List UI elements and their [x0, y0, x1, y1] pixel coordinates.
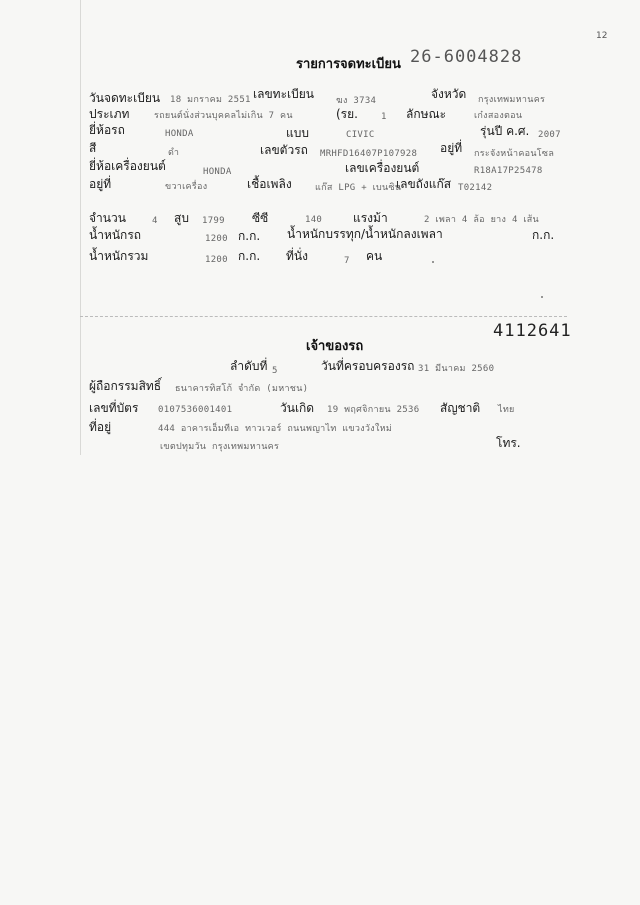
label-reg-no: เลขทะเบียน	[253, 87, 314, 101]
page-edge-line	[80, 0, 81, 455]
value-weight: 1200	[205, 234, 228, 244]
label-total-weight: น้ำหนักรวม	[89, 249, 149, 263]
label-reg-date: วันจดทะเบียน	[89, 91, 161, 105]
label-engine-no: เลขเครื่องยนต์	[345, 161, 420, 175]
value-reg-no: ฆง 3734	[336, 96, 377, 106]
label-owner: ผู้ถือกรรมสิทธิ์	[89, 379, 162, 393]
label-color: สี	[89, 141, 97, 155]
label-brand: ยี่ห้อรถ	[89, 123, 125, 137]
label-kg-3: ก.ก.	[238, 249, 261, 263]
label-gas-tank-no: เลขถังแก๊ส	[396, 177, 452, 191]
label-address: ที่อยู่	[89, 420, 112, 434]
scan-speck	[432, 261, 434, 263]
value-brand: HONDA	[165, 129, 194, 139]
value-chassis-no: MRHFD16407P107928	[320, 149, 418, 159]
value-owner: ธนาคารทิสโก้ จำกัด (มหาชน)	[175, 384, 309, 394]
value-address-line1: 444 อาคารเอ็มทีเอ ทาวเวอร์ ถนนพญาไท แขวงวังใหม่	[158, 424, 393, 434]
label-nationality: สัญชาติ	[440, 401, 481, 415]
value-engine-location: ขวาเครื่อง	[165, 182, 208, 192]
value-axles: 2 เพลา 4 ล้อ ยาง 4 เส้น	[424, 215, 540, 225]
value-birth-date: 19 พฤศจิกายน 2536	[327, 405, 420, 415]
label-location: อยู่ที่	[440, 141, 463, 155]
value-model-year: 2007	[538, 130, 561, 140]
label-load-weight: น้ำหนักบรรทุก/น้ำหนักลงเพลา	[287, 227, 443, 241]
value-address-line2: เขตปทุมวัน กรุงเทพมหานคร	[160, 442, 280, 452]
handwritten-number: 26-6004828	[410, 47, 523, 67]
value-type: รถยนต์นั่งส่วนบุคคลไม่เกิน 7 คน	[154, 111, 293, 121]
owner-title: เจ้าของรถ	[306, 339, 364, 354]
label-phone: โทร.	[496, 436, 521, 450]
label-engine-brand: ยี่ห้อเครื่องยนต์	[89, 159, 166, 173]
value-cc: 1799	[202, 216, 225, 226]
page-number: 12	[596, 31, 608, 41]
label-type: ประเภท	[89, 107, 130, 121]
value-hp: 140	[305, 215, 323, 225]
value-province: กรุงเทพมหานคร	[478, 95, 546, 105]
label-hp: แรงม้า	[353, 211, 388, 225]
label-model: แบบ	[286, 126, 309, 140]
value-engine-brand: HONDA	[203, 167, 232, 177]
label-province: จังหวัด	[431, 87, 467, 101]
value-gas-tank-no: T02142	[458, 183, 493, 193]
value-possession-date: 31 มีนาคม 2560	[418, 364, 495, 374]
value-order: 5	[272, 366, 278, 376]
value-location: กระจังหน้าคอนโซล	[474, 149, 555, 159]
label-model-year: รุ่นปี ค.ศ.	[480, 124, 530, 138]
label-persons: คน	[366, 249, 383, 263]
label-character: ลักษณะ	[406, 107, 447, 121]
value-model: CIVIC	[346, 130, 375, 140]
label-cc: ซีซี	[252, 211, 269, 225]
label-kg-1: ก.ก.	[238, 229, 261, 243]
value-color: ดำ	[168, 148, 180, 158]
scan-speck	[541, 296, 543, 298]
label-id-card: เลขที่บัตร	[89, 401, 139, 415]
section-divider	[80, 316, 567, 317]
label-possession-date: วันที่ครอบครองรถ	[321, 359, 415, 373]
label-engine-location: อยู่ที่	[89, 177, 112, 191]
value-engine-no: R18A17P25478	[474, 166, 543, 176]
owner-stamp-number: 4112641	[493, 321, 572, 341]
label-chassis-no: เลขตัวรถ	[260, 143, 308, 157]
value-seats: 7	[344, 256, 350, 266]
label-cylinders: จำนวน	[89, 211, 126, 225]
label-vehicle-kind: (รย.	[336, 107, 358, 121]
label-fuel: เชื้อเพลิง	[247, 177, 292, 191]
value-vehicle-kind: 1	[381, 112, 387, 122]
value-cylinders: 4	[152, 216, 158, 226]
registration-title: รายการจดทะเบียน	[296, 57, 401, 72]
value-character: เก๋งสองตอน	[474, 111, 523, 121]
label-order: ลำดับที่	[230, 359, 268, 373]
label-weight: น้ำหนักรถ	[89, 228, 142, 242]
value-nationality: ไทย	[498, 405, 515, 415]
label-kg-2: ก.ก.	[532, 228, 555, 242]
label-birth-date: วันเกิด	[280, 401, 315, 415]
label-cylinder-unit: สูบ	[174, 211, 189, 225]
value-total-weight: 1200	[205, 255, 228, 265]
label-seats: ที่นั่ง	[286, 249, 308, 263]
value-reg-date: 18 มกราคม 2551	[170, 95, 251, 105]
value-fuel: แก๊ส LPG + เบนซิน	[315, 183, 402, 193]
value-id-card: 0107536001401	[158, 405, 233, 415]
